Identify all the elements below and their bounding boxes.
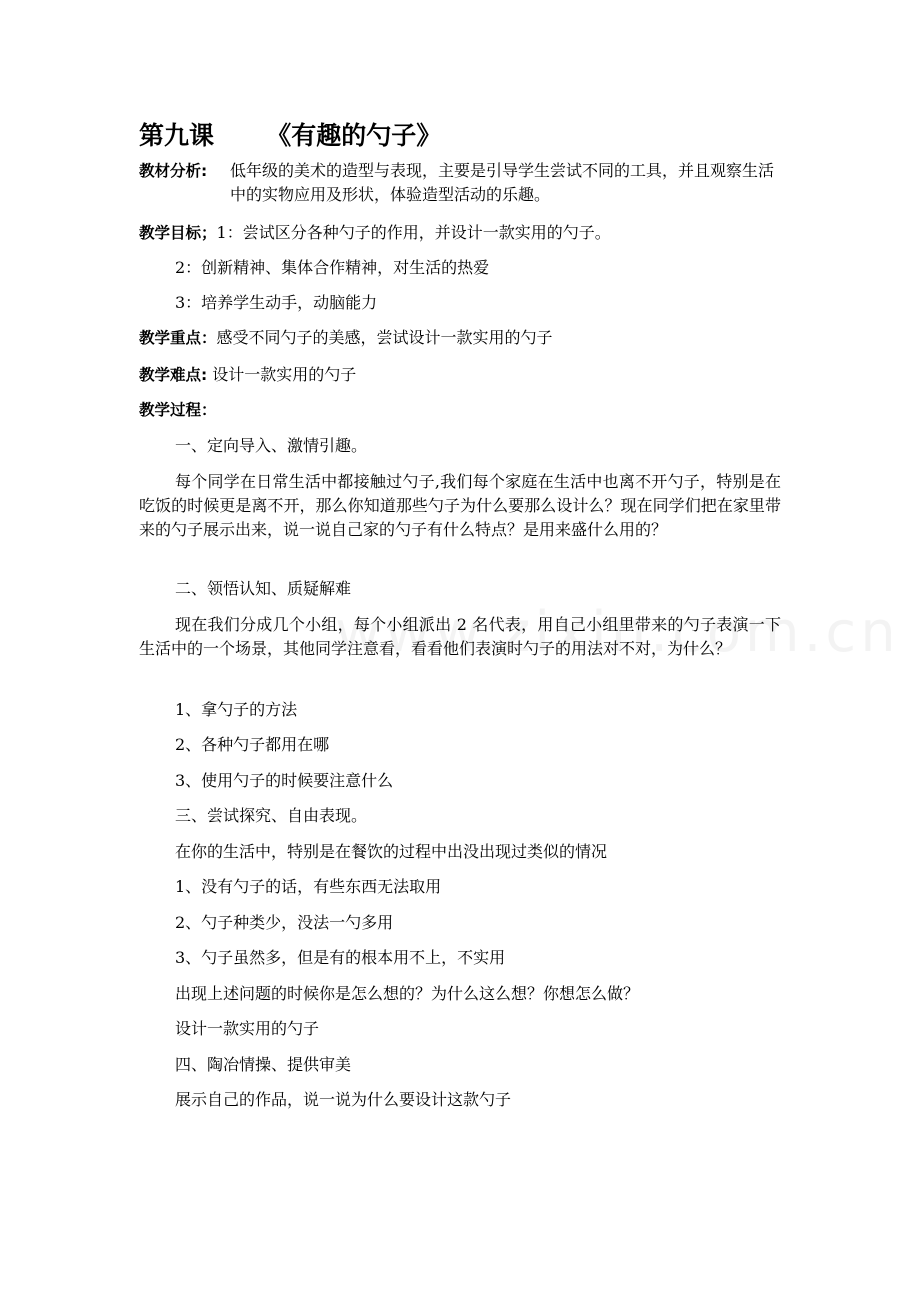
goal-item: 2：创新精神、集体合作精神，对生活的热爱 (175, 258, 490, 277)
list-item: 2、勺子种类少，没法一勺多用 (175, 913, 394, 932)
section-heading-4: 四、陶冶情操、提供审美 (175, 1055, 352, 1074)
analysis-label: 教材分析: (139, 162, 208, 180)
difficulty-text: 设计一款实用的勺子 (207, 365, 357, 384)
lesson-title: 第九课 《有趣的勺子》 (139, 121, 442, 150)
goal-item: 3：培养学生动手，动脑能力 (175, 293, 378, 312)
process-label: 教学过程： (139, 401, 217, 419)
watermark (335, 600, 900, 665)
list-item: 2、各种勺子都用在哪 (175, 735, 330, 754)
keypoint-label: 教学重点： (139, 329, 217, 347)
list-item: 1、没有勺子的话，有些东西无法取用 (175, 877, 442, 896)
list-item: 3、勺子虽然多，但是有的根本用不上，不实用 (175, 948, 506, 967)
goals-label: 教学目标； (139, 224, 217, 242)
section-3-question: 出现上述问题的时候你是怎么想的？为什么这么想？你想怎么做？ (175, 984, 640, 1003)
goal-item: 1：尝试区分各种勺子的作用，并设计一款实用的勺子。 (216, 223, 611, 242)
section-3-task: 设计一款实用的勺子 (175, 1019, 320, 1038)
keypoint-row (139, 327, 789, 349)
section-4-text: 展示自己的作品，说一说为什么要设计这款勺子 (175, 1090, 512, 1109)
process-label-row (139, 399, 789, 421)
section-paragraph-1: 每个同学在日常生活中都接触过勺子,我们每个家庭在生活中也离不开勺子，特别是在吃饭的时候更是离不开，那么你知道那些勺子为什么要那么设计么？现在同学们把在家里带来的勺子展示出来，说一说自己家的勺子有什么特点？是用来盛什么用的？ (139, 472, 781, 539)
section-paragraph-2: 现在我们分成几个小组，每个小组派出 2 名代表，用自己小组里带来的勺子表演一下生活中的一个场景，其他同学注意看，看看他们表演时勺子的用法对不对，为什么？ (139, 615, 781, 658)
section-3-intro: 在你的生活中，特别是在餐饮的过程中出没出现过类似的情况 (175, 842, 608, 861)
keypoint-text: 感受不同勺子的美感，尝试设计一款实用的勺子 (216, 328, 553, 347)
section-heading-2: 二、领悟认知、质疑解难 (175, 579, 352, 598)
difficulty-label: 教学难点: (139, 366, 208, 384)
difficulty-row (139, 364, 789, 386)
list-item: 3、使用勺子的时候要注意什么 (175, 771, 394, 790)
goals-row (139, 222, 789, 244)
section-heading-3: 三、尝试探究、自由表现。 (175, 806, 368, 825)
section-heading-1: 一、定向导入、激情引趣。 (175, 436, 368, 455)
analysis-text: 低年级的美术的造型与表现，主要是引导学生尝试不同的工具，并且观察生活中的实物应用及形状，体验造型活动的乐趣。 (230, 161, 775, 204)
list-item: 1、拿勺子的方法 (175, 700, 298, 719)
